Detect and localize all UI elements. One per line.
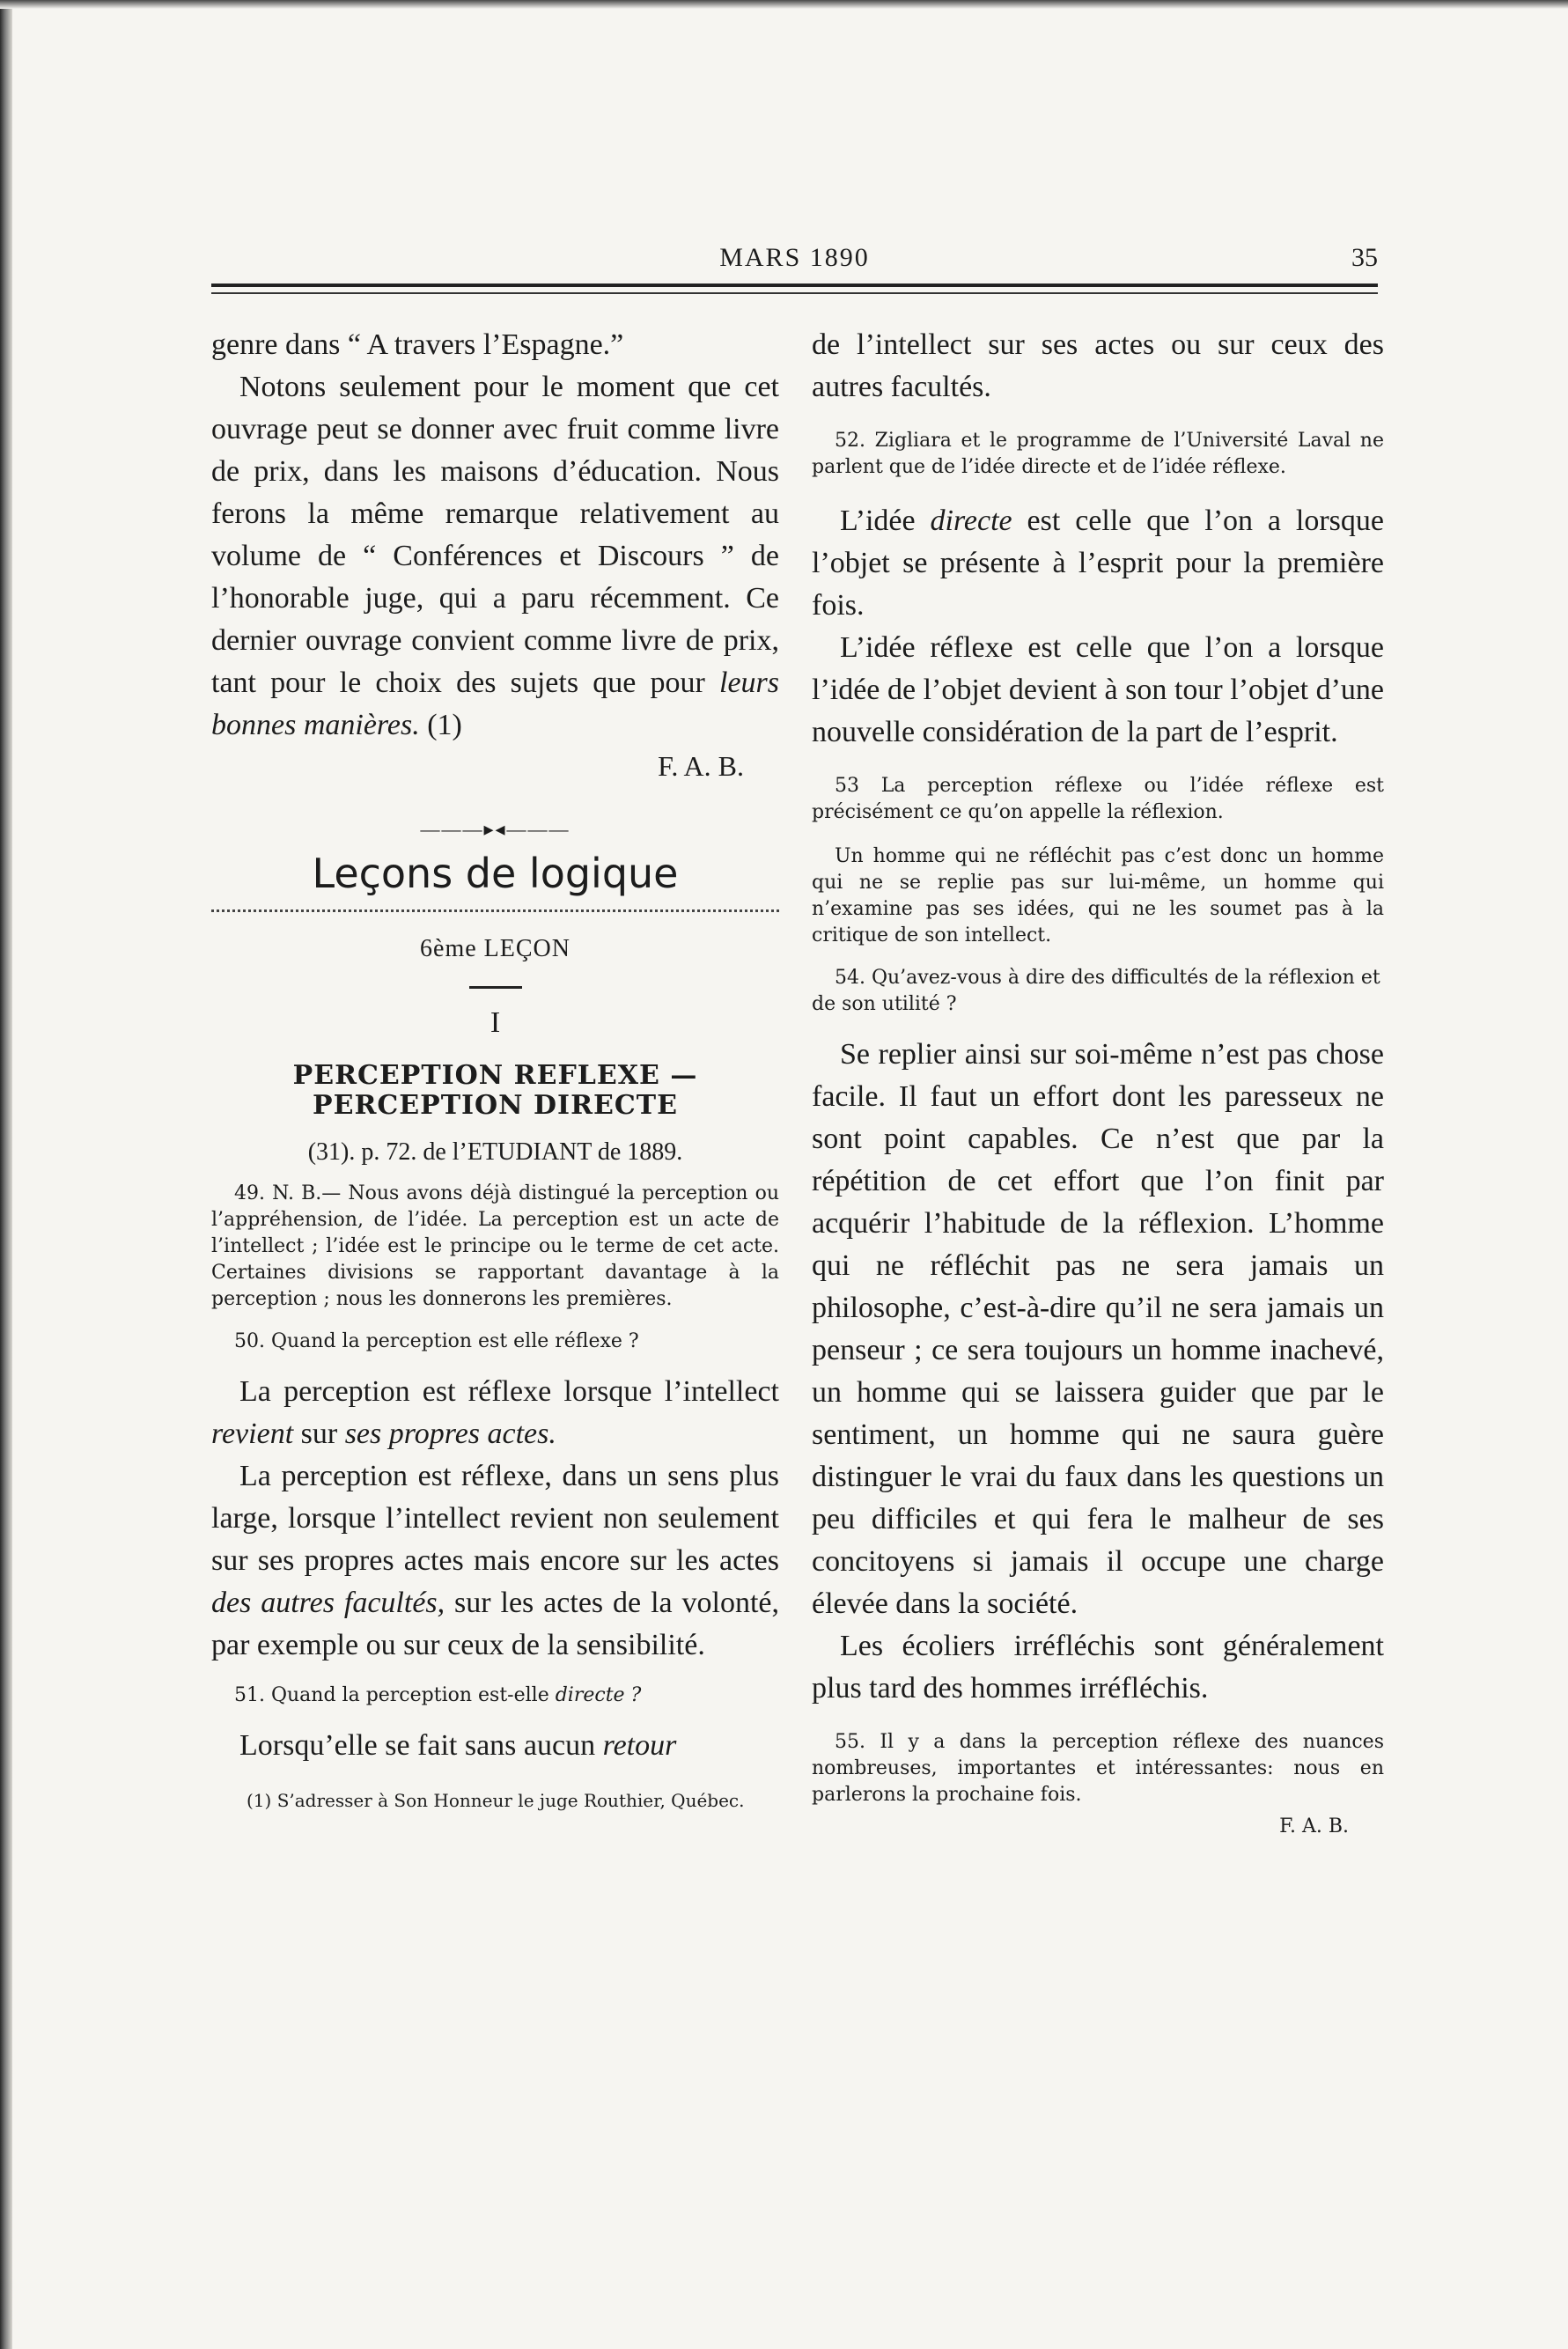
page-number: 35 [1351,243,1378,272]
signature: F. A. B. [1279,1815,1349,1837]
paragraph: de l’intellect sur ses actes ou sur ceux des autres facultés. [812,328,1384,403]
running-title: MARS 1890 [719,243,870,272]
paragraph: genre dans “ A travers l’Espagne.” [211,328,624,361]
scan-edge [0,0,12,2349]
paragraph: L’idée réflexe est celle que l’on a lorsque l’idée de l’objet devient à son tour l’objet d’une nouvelle considération de la part de l’esprit. [812,631,1384,748]
paragraph: Lorsqu’elle se fait sans aucun retour [239,1729,677,1762]
paragraph-small: 53 La perception réflexe ou l’idée réflexe est précisément ce qu’on appelle la réflexion. [812,775,1384,823]
page-header [211,239,1378,278]
question: 50. Quand la perception est elle réflexe ? [234,1330,639,1352]
header-rule-thin [211,292,1378,294]
paragraph-small: 49. N. B.— Nous avons déjà distingué la perception ou l’appréhension, de l’idée. La perception est un acte de l’intellect ; l’idée est le principe ou le terme de cet acte. Certaines divisions se rapportant davantage à la perception ; nous les donnerons les premières. [211,1182,779,1310]
paragraph: Notons seulement pour le moment que cet ouvrage peut se donner avec fruit comme livre de prix, dans les maisons d’éducation. Nous ferons la même remarque relativement au volume de “ Conférences et Discours ” de l’honorable juge, qui a paru récemment. Ce dernier ouvrage convient comme livre de prix, tant pour le choix des sujets que pour leurs bonnes manières. (1) [211,371,780,741]
question: 54. Qu’avez-vous à dire des difficultés de la réflexion et de son utilité ? [812,967,1380,1015]
scan-edge-top [0,0,1568,9]
lesson-label: 6ème LEÇON [420,935,571,962]
paragraph-small: 55. Il y a dans la perception réflexe des nuances nombreuses, importantes et intéressantes: nous en parlerons la prochaine fois. [812,1731,1384,1806]
section-title: Leçons de logique [312,850,679,897]
paragraph: L’idée directe est celle que l’on a lorsque l’objet se présente à l’esprit pour la première fois. [812,504,1384,622]
reference-line: (31). p. 72. de l’ETUDIANT de 1889. [307,1138,683,1166]
paragraph: Les écoliers irréfléchis sont généralement plus tard des hommes irréfléchis. [812,1630,1384,1705]
left-column [211,324,779,1811]
ornament-divider: ———▸◂——— [420,818,571,840]
short-rule [469,986,522,989]
header-rule [211,284,1378,287]
paragraph: Se replier ainsi sur soi-même n’est pas chose facile. Il faut un effort dont les paresseux ne sont point capables. Ce n’est que par la répétition de cet effort que l’on finit par acquérir l’habitude de la réflexion. L’homme qui ne réfléchit pas ne sera jamais un philosophe, c’est-à-dire qu’il ne sera jamais un penseur ; ce sera toujours un homme inachevé, un homme qui se laissera guider que par le sentiment, un homme qui ne saura guère distinguer le vrai du faux dans les questions un peu difficiles et qui fera le malheur de ses concitoyens si jamais il occupe une charge élevée dans la société. [812,1038,1384,1620]
right-column [812,324,1384,1837]
question: 51. Quand la perception est-elle directe ? [234,1684,642,1706]
paragraph: La perception est réflexe lorsque l’intellect revient sur ses propres actes. [211,1375,779,1450]
paragraph-small: 52. Zigliara et le programme de l’Université Laval ne parlent que de l’idée directe et de l’idée réflexe. [812,430,1384,478]
signature: F. A. B. [658,750,744,782]
roman-numeral: I [490,1006,501,1039]
chapter-heading: PERCEPTION REFLEXE — PERCEPTION DIRECTE [292,1060,698,1121]
paragraph: La perception est réflexe, dans un sens plus large, lorsque l’intellect revient non seulement sur ses propres actes mais encore sur les actes des autres facultés, sur les actes de la volonté, par exemple ou sur ceux de la sensibilité. [211,1460,779,1661]
dotted-rule [211,909,779,912]
paragraph-small: Un homme qui ne réfléchit pas c’est donc un homme qui ne se replie pas sur lui-même, un homme qui n’examine pas ses idées, qui ne les soumet pas à la critique de son intellect. [812,845,1384,946]
footnote: (1) S’adresser à Son Honneur le juge Routhier, Québec. [247,1790,745,1811]
